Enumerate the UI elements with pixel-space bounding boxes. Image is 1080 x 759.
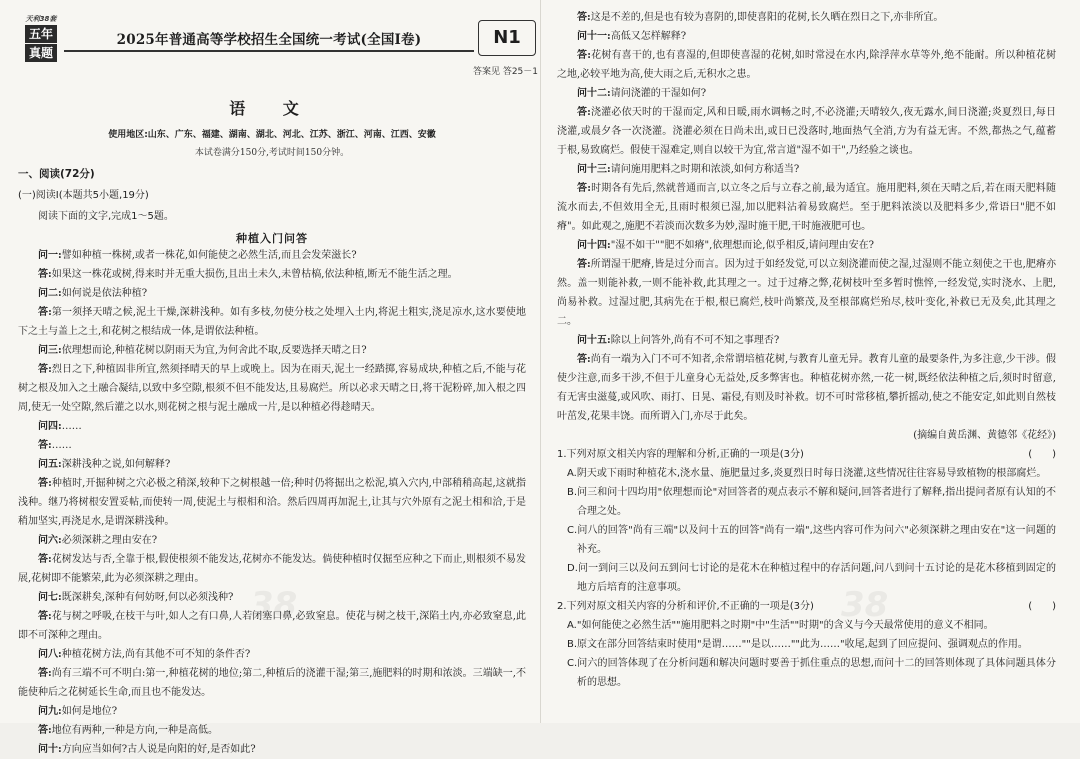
qa-label: 答: bbox=[38, 440, 52, 451]
qa-paragraph bbox=[557, 236, 1056, 255]
qa-text: 种植时,开掘种树之穴必极之稍深,较种下之树根越一倍;种时仍将掘出之松泥,填入穴内,中部稍稍高起,这就指浅种。继乃将树根安置妥帖,而使转一周,使泥土与根相和洽。然后四周再加泥土,让其与穴外原有之泥土相和洽,于是稍加坚实,再浇足水,是谓深耕浅种。 bbox=[18, 478, 526, 527]
qa-text: 花与树之呼吸,在枝干与叶,如人之有口鼻,人若闭塞口鼻,必致窒息。使花与树之枝干,深陷土内,亦必致窒息,此即不可深种之理由。 bbox=[18, 611, 526, 641]
logo-cell-2: 真题 bbox=[25, 44, 57, 62]
qa-label: 问一: bbox=[38, 250, 62, 261]
qa-label: 答: bbox=[38, 269, 52, 280]
subject-title: 语 文 bbox=[229, 99, 315, 118]
qa-label: 问十四: bbox=[577, 240, 611, 251]
article-body-left bbox=[18, 246, 526, 759]
answer-option: A."如何能使之必然生活""施用肥料之时期"中"生活""时期"的含义与今天最常使用的意义不相同。 bbox=[567, 620, 994, 631]
answer-option: C.问六的回答体现了在分析问题和解决问题时要善于抓住重点的思想,而问十二的回答则体现了具体问题具体分析的思想。 bbox=[567, 658, 1056, 688]
qa-text: 地位有两种,一种是方向,一种是高低。 bbox=[51, 725, 219, 736]
qa-label: 问六: bbox=[38, 535, 62, 546]
question-stem bbox=[557, 445, 1056, 464]
qa-label: 问七: bbox=[38, 592, 62, 603]
question-text: 2.下列对原文相关内容的分析和评价,不正确的一项是(3分) bbox=[557, 601, 814, 612]
qa-paragraph bbox=[557, 27, 1056, 46]
answer-option: B.原文在部分回答结束时使用"是谓……""是以……""此为……"收尾,起到了回应提问、强调观点的作用。 bbox=[567, 639, 1028, 650]
qa-paragraph bbox=[18, 531, 526, 550]
answer-blank[interactable]: ( ) bbox=[1028, 601, 1056, 612]
qa-paragraph bbox=[557, 103, 1056, 160]
answer-option: A.阴天或下雨时种植花木,浇水量、施肥量过多,炎夏烈日时每日浇灌,这些情况往往容易导致植物的根部腐烂。 bbox=[567, 468, 1047, 479]
logo-brand: 天利38套 bbox=[25, 15, 57, 23]
qa-text: 譬如种植一株树,或者一株花,如何能使之必然生活,而且会发荣滋长? bbox=[61, 250, 357, 261]
watermark: 38 bbox=[250, 585, 298, 625]
qa-text: 所谓湿干肥瘠,皆是过分而言。因为过于如经发觉,可以立刻浇灌而使之湿,过湿则不能立刻使之干也,肥瘠亦然。盖一则能补救,一则不能补救,此其理之一。过于过瘠之弊,花树枝叶至多暂时憔悴,一经发觉,实时浇水、上肥,尚易补救。过湿过肥,其病先在于根,根已腐烂,枝叶尚繁茂,及至根部腐烂殆尽,枝叶变化,补救已无及矣,此其理之二。 bbox=[557, 259, 1056, 327]
qa-paragraph bbox=[18, 455, 526, 474]
qa-paragraph bbox=[18, 474, 526, 531]
qa-text: 既深耕矣,深种有何妨呀,何以必须浅种? bbox=[61, 592, 234, 603]
instruction: 阅读下面的文字,完成1～5题。 bbox=[38, 211, 174, 222]
qa-text: 浇灌必依天时的干湿而定,风和日暖,雨水调畅之时,不必浇灌;天晴较久,夜无露水,间日浇灌;炎夏烈日,每日浇灌,或晨夕各一次浇灌。浇灌必须在日尚未出,或日已没落时,地面热气全消,方为有益无害。不然,都热之气,蕴蓄于根,易致腐烂。假使干湿难定,则自以较干为宜,常言道"湿不如干",乃经验之谈也。 bbox=[557, 107, 1056, 156]
qa-text: 高低又怎样解释? bbox=[610, 31, 687, 42]
qa-text: 第一须择天晴之候,泥土干燥,深耕浅种。如有多枝,勿使分枝之处埋入土内,将泥土粗实,浇足凉水,这水要使地下之土与盖上之土,和花树之根结成一体,是谓依法种植。 bbox=[18, 307, 526, 337]
qa-label: 答: bbox=[38, 725, 52, 736]
qa-text: 依理想而论,种植花树以阴雨天为宜,为何舍此不取,反要选择天晴之日? bbox=[61, 345, 367, 356]
article-source: (摘编自黄岳渊、黄德邻《花经》) bbox=[913, 430, 1056, 441]
answer-reference: 答案见 答25－1 bbox=[472, 67, 538, 77]
qa-text: 尚有一端为入门不可不知者,余常谓培植花树,与教育儿童无异。教育儿童的最要条件,为多注意,少干涉。假使少注意,而多干涉,不但于儿童身心无益处,反多弊害也。种植花树亦然,一花一树,既经依法种植之后,须时时留意,有无害虫滋蔓,或风吹、雨打、日晃、霜侵,有则及时补救。切不可时常移植,攀折摇动,使之不能安定,如此则自然枝叶茁发,花果丰饶。而所谓入门,亦尽于此矣。 bbox=[557, 354, 1056, 422]
usage-area: 使用地区:山东、广东、福建、湖南、湖北、河北、江苏、浙江、河南、江西、安徽 bbox=[108, 130, 436, 140]
qa-text: 请问浇灌的干湿如何? bbox=[610, 88, 707, 99]
qa-text: 尚有三端不可不明白:第一,种植花树的地位;第二,种植后的浇灌干湿;第三,施肥料的时期和浓淡。三端缺一,不能使种后之花树延长生命,而且也不能发达。 bbox=[18, 668, 526, 698]
qa-label: 问十五: bbox=[577, 335, 611, 346]
qa-label: 问八: bbox=[38, 649, 62, 660]
qa-text: 方向应当如何?古人说是向阳的好,是否如此? bbox=[61, 744, 256, 755]
qa-text: 烈日之下,种植固非所宜,然须择晴天的早上或晚上。因为在雨天,泥土一经踏掷,容易成块,种植之后,不能与花树之根及加入之土融合凝结,以致中多空隙,根须不但不能发达,且易腐烂。所以必求天晴之日,将干泥粉碎,加入根之四周,使无一处空隙,然后灌之以水,则花树之根与泥土融成一片,是以种植必得趁晴天。 bbox=[18, 364, 526, 413]
qa-paragraph bbox=[18, 246, 526, 265]
qa-paragraph bbox=[18, 284, 526, 303]
qa-label: 问十一: bbox=[577, 31, 611, 42]
right-page bbox=[540, 0, 1080, 723]
qa-text: 深耕浅种之说,如何解释? bbox=[61, 459, 171, 470]
qa-label: 答: bbox=[38, 554, 52, 565]
qa-text: 花树有喜干的,也有喜湿的,但即使喜湿的花树,如时常浸在水内,除浮萍水草等外,绝不能耐。所以种植花树之地,必较平地为高,使大雨之后,无积水之患。 bbox=[557, 50, 1056, 80]
answer-option: B.问三和问十四均用"依理想而论"对回答者的观点表示不解和疑问,回答者进行了解释,指出提问者原有认知的不合理之处。 bbox=[567, 487, 1056, 517]
answer-blank[interactable]: ( ) bbox=[1028, 449, 1056, 460]
qa-text: 请问施用肥料之时期和浓淡,如何方称适当? bbox=[610, 164, 800, 175]
qa-text: 必须深耕之理由安在? bbox=[61, 535, 158, 546]
qa-label: 答: bbox=[38, 478, 52, 489]
qa-paragraph bbox=[557, 331, 1056, 350]
qa-text: 花树发达与否,全靠于根,假使根须不能发达,花树亦不能发达。倘使种植时仅掘至应种之下而止,则根须不易发展,花树即不能繁荣,此为必须深耕之理由。 bbox=[18, 554, 526, 584]
qa-label: 问二: bbox=[38, 288, 62, 299]
exam-header bbox=[18, 6, 526, 64]
paper-code: N1 bbox=[478, 20, 536, 56]
qa-label: 问三: bbox=[38, 345, 62, 356]
qa-paragraph bbox=[18, 702, 526, 721]
qa-paragraph bbox=[18, 645, 526, 664]
answer-option: C.问八的回答"尚有三端"以及问十五的回答"尚有一端",这些内容可作为问六"必须深耕之理由安在"这一问题的补充。 bbox=[567, 525, 1056, 555]
qa-label: 答: bbox=[577, 107, 591, 118]
qa-label: 问九: bbox=[38, 706, 62, 717]
qa-text: …… bbox=[61, 421, 82, 432]
qa-label: 答: bbox=[38, 364, 52, 375]
qa-paragraph bbox=[18, 417, 526, 436]
qa-paragraph bbox=[557, 160, 1056, 179]
qa-label: 问十三: bbox=[577, 164, 611, 175]
qa-text: 如果这一株花或树,得来时并无重大损伤,且出土未久,未曾枯槁,依法种植,断无不能生活之理。 bbox=[51, 269, 458, 280]
section-heading: 一、阅读(72分) bbox=[18, 168, 95, 180]
answer-option: D.问一到问三以及问五到问七讨论的是花木在种植过程中的存活问题,问八到问十五讨论的是花木移植到固定的地方后培育的注意事项。 bbox=[567, 563, 1056, 593]
exam-meta: 本试卷满分150分,考试时间150分钟。 bbox=[194, 148, 350, 158]
qa-paragraph bbox=[557, 8, 1056, 27]
qa-paragraph bbox=[557, 350, 1056, 426]
watermark: 38 bbox=[841, 585, 889, 625]
qa-label: 问十: bbox=[38, 744, 62, 755]
qa-text: …… bbox=[51, 440, 72, 451]
qa-text: 除以上问答外,尚有不可不知之事理否? bbox=[610, 335, 780, 346]
qa-text: 这是不差的,但是也有较为喜阴的,即使喜阳的花树,长久晒在烈日之下,亦非所宜。 bbox=[590, 12, 944, 23]
title-rule bbox=[64, 50, 474, 52]
qa-text: 时期各有先后,然就普通而言,以立冬之后与立春之前,最为适宜。施用肥料,须在天晴之后,若在雨天肥料随流水而去,不但效用全无,且雨时根须已湿,加以肥料沾着易致腐烂。至于肥料浓淡以及肥料多少,常语曰"肥不如瘠"。如此观之,施肥不若淡而次数多为妙,湿时施干肥,干时施液肥可也。 bbox=[557, 183, 1056, 232]
qa-text: "湿不如干""肥不如瘠",依理想而论,似乎相反,请问理由安在? bbox=[610, 240, 874, 251]
qa-paragraph bbox=[18, 740, 526, 759]
qa-label: 答: bbox=[38, 668, 52, 679]
qa-paragraph bbox=[18, 436, 526, 455]
qa-label: 答: bbox=[577, 50, 591, 61]
question-stem bbox=[557, 597, 1056, 616]
qa-text: 如何说是依法种植? bbox=[61, 288, 148, 299]
qa-paragraph bbox=[18, 360, 526, 417]
question-text: 1.下列对原文相关内容的理解和分析,正确的一项是(3分) bbox=[557, 449, 804, 460]
qa-paragraph bbox=[557, 179, 1056, 236]
qa-label: 答: bbox=[38, 611, 52, 622]
qa-paragraph bbox=[18, 341, 526, 360]
logo-cell-1: 五年 bbox=[25, 25, 57, 43]
qa-label: 答: bbox=[577, 259, 591, 270]
qa-paragraph bbox=[18, 664, 526, 702]
qa-paragraph bbox=[557, 46, 1056, 84]
qa-paragraph bbox=[18, 721, 526, 740]
qa-label: 问十二: bbox=[577, 88, 611, 99]
qa-label: 答: bbox=[577, 183, 591, 194]
qa-label: 问五: bbox=[38, 459, 62, 470]
subsection-heading: (一)阅读Ⅰ(本题共5小题,19分) bbox=[18, 190, 149, 201]
left-page bbox=[0, 0, 540, 755]
qa-paragraph bbox=[18, 550, 526, 588]
qa-text: 种植花树方法,尚有其他不可不知的条件否? bbox=[61, 649, 251, 660]
qa-label: 答: bbox=[38, 307, 52, 318]
qa-paragraph bbox=[557, 255, 1056, 331]
qa-text: 如何是地位? bbox=[61, 706, 118, 717]
exam-title: 2025年普通高等学校招生全国统一考试(全国Ⅰ卷) bbox=[116, 32, 422, 48]
qa-paragraph bbox=[18, 303, 526, 341]
qa-label: 答: bbox=[577, 354, 591, 365]
article-body-right bbox=[557, 8, 1056, 426]
series-logo bbox=[22, 14, 60, 62]
qa-paragraph bbox=[557, 84, 1056, 103]
question-list bbox=[557, 445, 1056, 692]
qa-label: 问四: bbox=[38, 421, 62, 432]
qa-label: 答: bbox=[577, 12, 591, 23]
qa-paragraph bbox=[18, 265, 526, 284]
article-title: 种植入门问答 bbox=[236, 232, 308, 245]
